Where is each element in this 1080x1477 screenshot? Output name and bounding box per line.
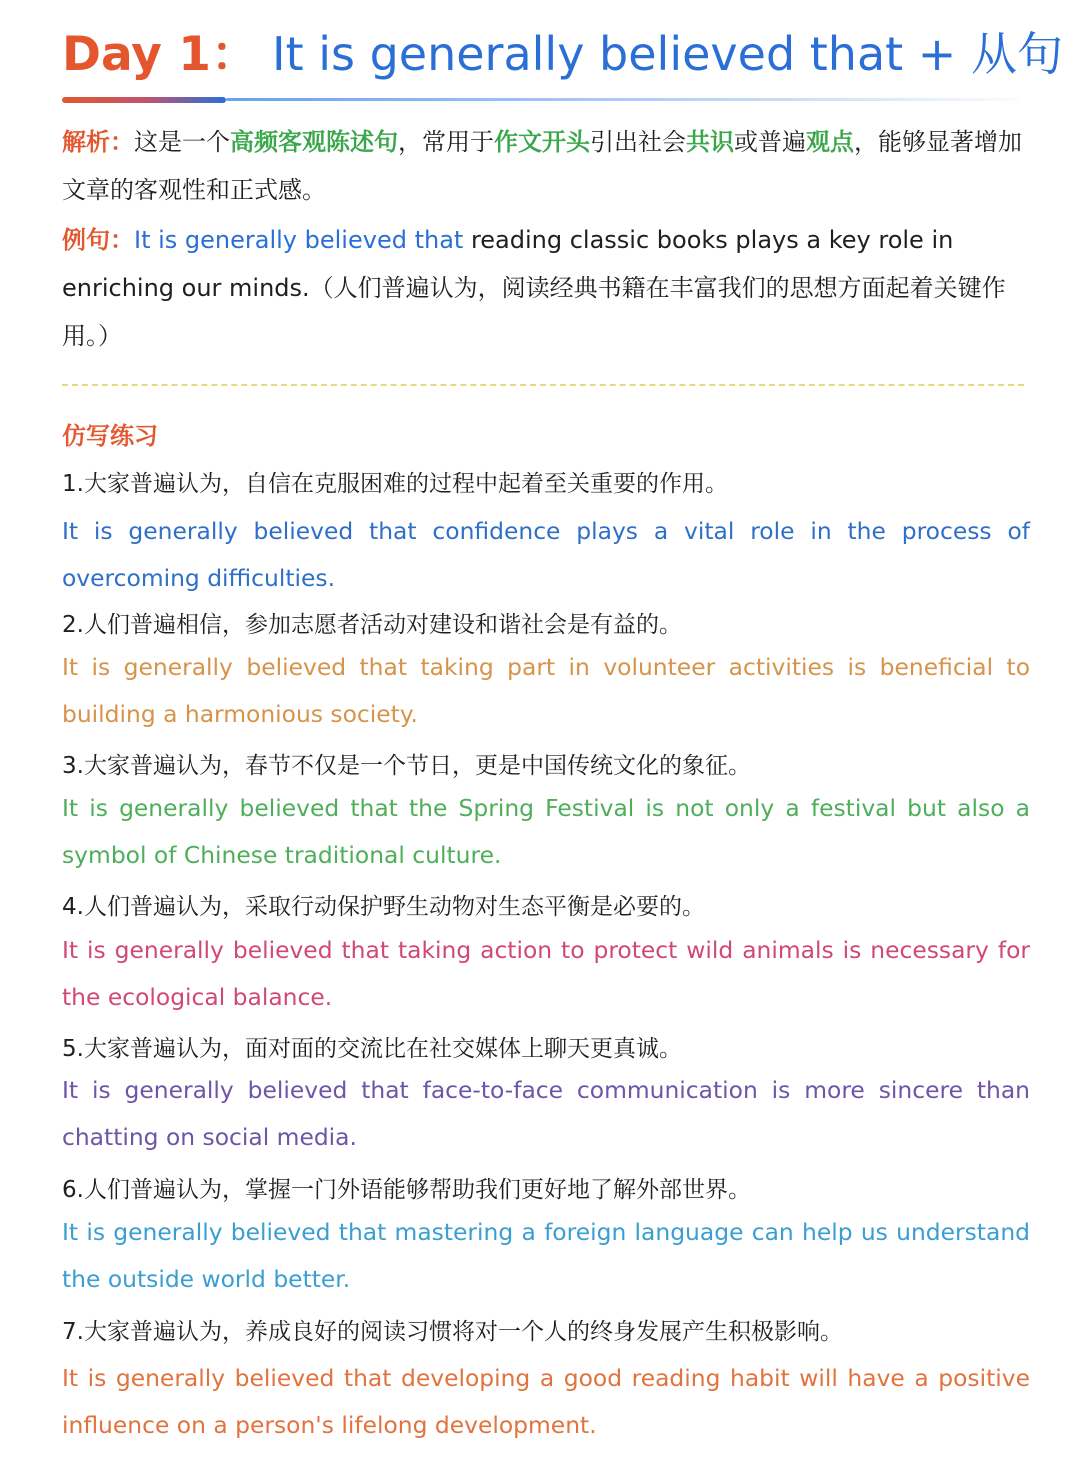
page-title (62, 22, 1063, 97)
example-paragraph (62, 216, 1030, 360)
example-text: reading classic books plays a key role in enriching our minds.（人们普遍认为，阅读经典书籍在丰富我们的思想方面起着关键作用。） (62, 226, 1006, 350)
analysis-paragraph (62, 118, 1030, 214)
analysis-label: 解析： (62, 128, 134, 156)
section-divider (62, 384, 1024, 386)
analysis-highlight: 作文开头 (494, 128, 590, 156)
practice-item-3-chinese: 3.大家普遍认为，春节不仅是一个节日，更是中国传统文化的象征。 (62, 753, 751, 779)
analysis-highlight: 观点 (806, 128, 854, 156)
example-label: 例句： (62, 226, 134, 254)
practice-item-3-english: It is generally believed that the Spring Festival is not only a festival but also a symbol of Chinese traditional culture. (62, 794, 1030, 869)
practice-title: 仿写练习 (62, 422, 158, 450)
practice-item-7-english: It is generally believed that developing a good reading habit will have a positive influence on a person's lifelong development. (62, 1364, 1030, 1439)
analysis-text: 这是一个 (134, 128, 230, 156)
practice-item-5-chinese: 5.大家普遍认为，面对面的交流比在社交媒体上聊天更真诚。 (62, 1036, 682, 1062)
analysis-text: 或普遍 (734, 128, 806, 156)
practice-item-6-english: It is generally believed that mastering a foreign language can help us understand the outside world better. (62, 1218, 1030, 1293)
analysis-highlight: 共识 (686, 128, 734, 156)
title-underline (62, 97, 1020, 103)
practice-item-4-chinese: 4.人们普遍认为，采取行动保护野生动物对生态平衡是必要的。 (62, 894, 705, 920)
title-underline-accent (62, 97, 226, 103)
practice-item-1-chinese: 1.大家普遍认为，自信在克服困难的过程中起着至关重要的作用。 (62, 471, 728, 497)
practice-item-6-chinese: 6.人们普遍认为，掌握一门外语能够帮助我们更好地了解外部世界。 (62, 1177, 751, 1203)
practice-item-7-chinese: 7.大家普遍认为，养成良好的阅读习惯将对一个人的终身发展产生积极影响。 (62, 1319, 843, 1345)
practice-item-5-english: It is generally believed that face-to-face communication is more sincere than chatting on social media. (62, 1076, 1030, 1151)
title-main: It is generally believed that + 从句 (272, 27, 1063, 81)
analysis-highlight: 高频客观陈述句 (230, 128, 398, 156)
practice-item-1-english: It is generally believed that confidence plays a vital role in the process of overcoming difficulties. (62, 517, 1030, 592)
example-highlight: It is generally believed that (134, 226, 464, 254)
practice-item-4-english: It is generally believed that taking action to protect wild animals is necessary for the ecological balance. (62, 936, 1030, 1011)
title-day: Day 1： (62, 27, 258, 82)
practice-item-2-english: It is generally believed that taking part in volunteer activities is beneficial to building a harmonious society. (62, 653, 1030, 728)
analysis-text: 引出社会 (590, 128, 686, 156)
title-underline-fade (226, 98, 1020, 101)
analysis-text: ，常用于 (398, 128, 494, 156)
practice-item-2-chinese: 2.人们普遍相信，参加志愿者活动对建设和谐社会是有益的。 (62, 612, 682, 638)
analysis-text: ，能够显著增加文章的客观性和正式感。 (62, 128, 1022, 204)
